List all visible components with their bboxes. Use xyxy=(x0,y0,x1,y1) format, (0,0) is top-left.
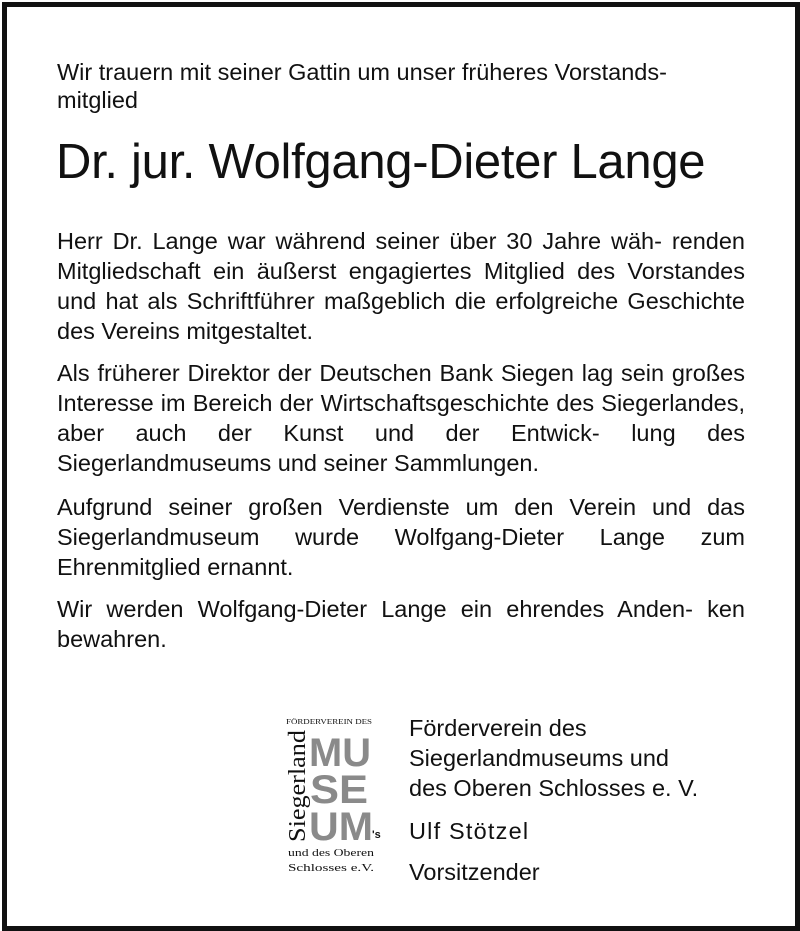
signature-person: Ulf Stötzel xyxy=(409,818,530,844)
logo-top-text: FÖRDERVEREIN DES xyxy=(286,718,356,726)
logo-suffix: 's xyxy=(372,829,381,841)
logo-bottom-line1: und des Oberen xyxy=(288,847,375,859)
signature-org-line-1: Förderverein des xyxy=(409,715,587,741)
signature-org-line-3: des Oberen Schlosses e. V. xyxy=(409,775,699,801)
signature-role: Vorsitzender xyxy=(409,859,540,885)
notice-body xyxy=(57,226,745,666)
signature-org-line-2: Siegerlandmuseums und xyxy=(409,745,669,771)
logo-se: SE xyxy=(310,768,368,812)
logo-bottom-line2: Schlosses e.V. xyxy=(288,862,375,874)
paragraph-4: Wir werden Wolfgang-Dieter Lange ein ehrendes Anden- ken bewahren. xyxy=(57,596,745,652)
logo-mu: MU xyxy=(309,731,371,775)
deceased-name: Dr. jur. Wolfgang-Dieter Lange xyxy=(56,135,706,189)
paragraph-3: Aufgrund seiner großen Verdienste um den Verein und das Siegerlandmuseum wurde Wolfgang-Dieter Lange zum Ehrenmitglied ernannt. xyxy=(57,494,745,580)
signature-block xyxy=(409,713,769,887)
paragraph-1: Herr Dr. Lange war während seiner über 30 Jahre wäh- renden Mitgliedschaft ein äußerst engagiertes Mitglied des Vorstandes und hat als Schriftführer maßgeblich die erfolgreiche Geschichte des Vereins mitgestaltet. xyxy=(57,228,745,344)
logo-vertical-text: Siegerland xyxy=(285,739,311,842)
intro-text: Wir trauern mit seiner Gattin um unser früheres Vorstands- mitglied xyxy=(57,59,667,113)
museum-logo xyxy=(280,716,390,880)
paragraph-2: Als früherer Direktor der Deutschen Bank Siegen lag sein großes Interesse im Bereich der Wirtschaftsgeschichte des Siegerlandes, aber auch der Kunst und der Entwick- lung des Siegerlandmuseums und seiner Sammlungen. xyxy=(57,360,745,476)
logo-um: UM xyxy=(309,805,373,849)
